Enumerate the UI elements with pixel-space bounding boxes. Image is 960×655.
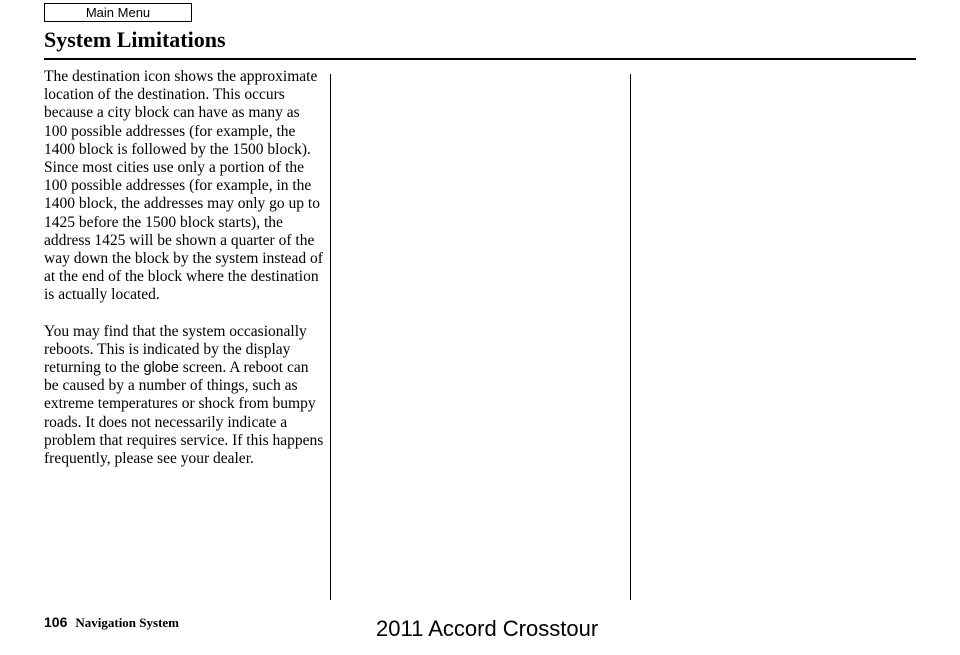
- column-divider-left: [330, 74, 331, 600]
- header-rule: [44, 58, 916, 60]
- paragraph-reboots: [44, 323, 324, 469]
- paragraph-reboots-start: You may find that the system occasionally reboots. This is indicated by the display returning to the: [44, 322, 307, 377]
- watermark: 2011 Accord Crosstour: [376, 616, 599, 641]
- page-footer: [44, 614, 179, 631]
- paragraph-destination-icon: The destination icon shows the approximate location of the destination. This occurs because a city block can have as many as 100 possible addresses (for example, the 1400 block is followed by the 1500 block). Since most cities use only a portion of the 100 possible addresses (for example, in the 1400 block, the addresses may only go up to 1425 before the 1500 block starts), the address 1425 will be shown a quarter of the way down the block by the system instead of at the end of the block where the destination is actually located.: [44, 68, 323, 304]
- main-menu-button[interactable]: Main Menu: [44, 3, 192, 22]
- globe-keyword: globe: [143, 360, 179, 377]
- body-text: [44, 68, 324, 486]
- column-divider-right: [630, 74, 631, 600]
- section-label: Navigation System: [75, 615, 179, 630]
- page-number: 106: [44, 614, 68, 630]
- paragraph-reboots-end: screen. A reboot can be caused by a number of things, such as extreme temperatures or shock from bumpy roads. It does not necessarily indicate a problem that requires service. If this happens frequently, please see your dealer.: [44, 359, 324, 468]
- page-title: System Limitations: [44, 27, 226, 52]
